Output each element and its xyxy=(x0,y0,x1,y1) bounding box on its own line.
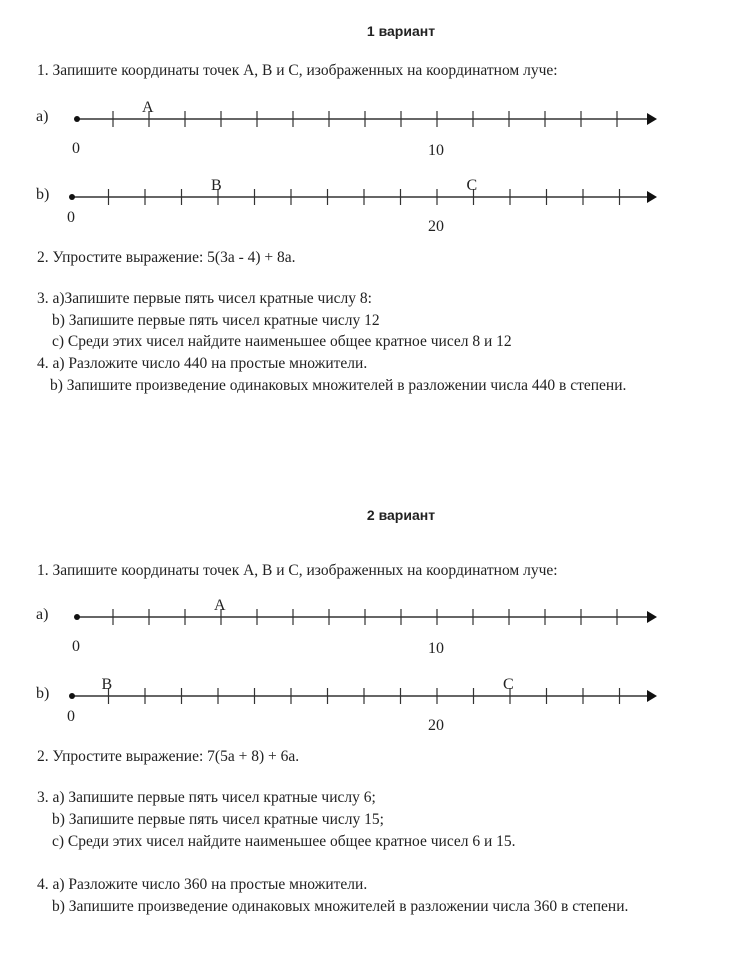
origin-dot xyxy=(69,693,75,699)
line-label: a) xyxy=(36,108,49,125)
start-label: 0 xyxy=(67,209,75,226)
v2-question-2: 2. Упростите выражение: 7(5a + 8) + 6a. xyxy=(37,748,300,765)
v1-question-3b: b) Запишите первые пять чисел кратные числу 12 xyxy=(52,312,380,329)
mark-label: 20 xyxy=(428,218,444,235)
arrow-head-icon xyxy=(647,113,657,125)
v1-question-2: 2. Упростите выражение: 5(3a - 4) + 8a. xyxy=(37,249,296,266)
point-label-A: A xyxy=(214,597,226,614)
line-label: a) xyxy=(36,606,49,623)
origin-dot xyxy=(69,194,75,200)
origin-dot xyxy=(74,116,80,122)
mark-label: 10 xyxy=(428,142,444,159)
v1-question-4b: b) Запишите произведение одинаковых множителей в разложении числа 440 в степени. xyxy=(50,377,627,394)
point-label-B: B xyxy=(101,676,113,693)
point-label-C: C xyxy=(503,676,514,693)
arrow-head-icon xyxy=(647,611,657,623)
v2-question-1: 1. Запишите координаты точек А, В и С, изображенных на координатном луче: xyxy=(37,562,558,579)
mark-label: 20 xyxy=(428,717,444,734)
arrow-head-icon xyxy=(647,690,657,702)
v2-number-line-a xyxy=(0,587,752,657)
arrow-head-icon xyxy=(647,191,657,203)
v2-question-4b: b) Запишите произведение одинаковых множителей в разложении числа 360 в степени. xyxy=(52,898,629,915)
v1-question-1: 1. Запишите координаты точек А, В и С, изображенных на координатном луче: xyxy=(37,62,558,79)
origin-dot xyxy=(74,614,80,620)
v1-number-line-b xyxy=(0,167,752,235)
start-label: 0 xyxy=(72,140,80,157)
variant-2-title: 2 вариант xyxy=(366,507,436,523)
v2-question-4a: 4. a) Разложите число 360 на простые множители. xyxy=(37,876,368,893)
v2-question-3c: c) Среди этих чисел найдите наименьшее общее кратное чисел 6 и 15. xyxy=(52,833,516,850)
start-label: 0 xyxy=(72,638,80,655)
v1-question-3a: 3. a)Запишите первые пять чисел кратные числу 8: xyxy=(37,290,372,307)
v1-question-4a: 4. a) Разложите число 440 на простые множители. xyxy=(37,355,368,372)
line-label: b) xyxy=(36,685,50,702)
line-label: b) xyxy=(36,186,50,203)
v2-question-3a: 3. a) Запишите первые пять чисел кратные числу 6; xyxy=(37,789,376,806)
v2-number-line-b xyxy=(0,666,752,734)
start-label: 0 xyxy=(67,708,75,725)
variant-1-title: 1 вариант xyxy=(366,23,436,39)
v1-number-line-a xyxy=(0,89,752,159)
mark-label: 10 xyxy=(428,640,444,657)
point-label-B: B xyxy=(211,177,222,194)
v2-question-3b: b) Запишите первые пять чисел кратные числу 15; xyxy=(52,811,384,828)
point-label-C: C xyxy=(466,177,478,194)
point-label-A: A xyxy=(142,99,154,116)
v1-question-3c: c) Среди этих чисел найдите наименьшее общее кратное чисел 8 и 12 xyxy=(52,333,512,350)
